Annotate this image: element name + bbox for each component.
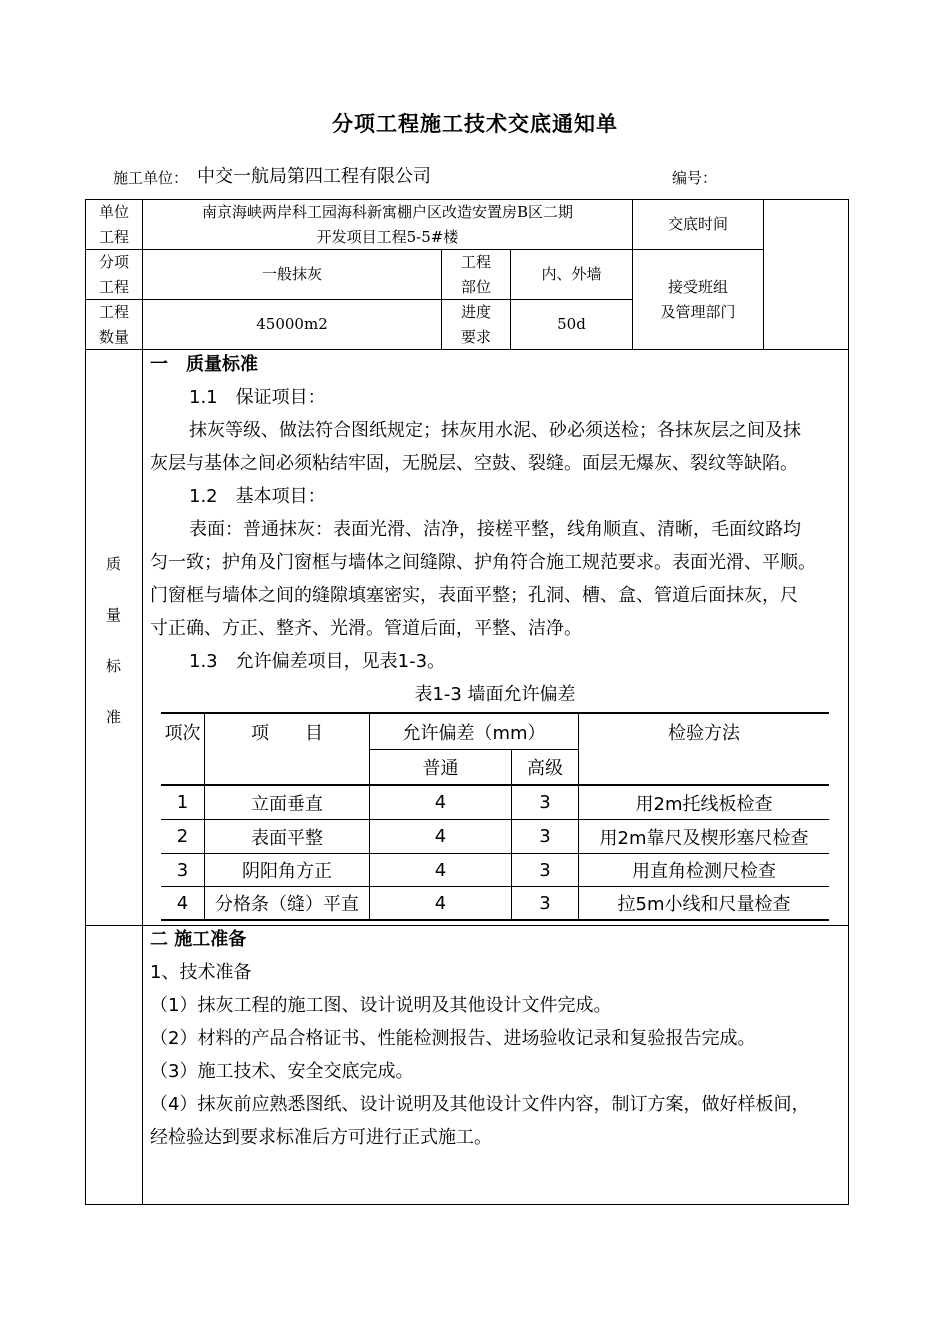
table-cell-normal: 4: [434, 826, 447, 847]
unit-label: 施工单位：: [113, 169, 189, 187]
table-cell-item: 分格条（缝）平直: [215, 894, 359, 915]
prep-item: （2）材料的产品合格证书、性能检测报告、进场验收记录和复验报告完成。: [150, 1028, 756, 1049]
prep-item: （1）抹灰工程的施工图、设计说明及其他设计文件完成。: [150, 995, 612, 1016]
table-cell-normal: 4: [434, 859, 447, 881]
unit-project-label: 单位 工程: [98, 202, 129, 246]
sub-project-value: 一般抹灰: [261, 265, 322, 283]
s13-title: 1.3 允许偏差项目，见表1-3。: [189, 651, 446, 672]
table-cell-item: 立面垂直: [251, 793, 323, 815]
unit-name: 中交一航局第四工程有限公司: [197, 166, 431, 187]
side-label-char: 质: [105, 555, 121, 573]
side-label-char: 标: [105, 657, 121, 675]
table-header-method: 检验方法: [668, 722, 740, 744]
table-cell-method: 用2m靠尺及楔形塞尺检查: [599, 827, 809, 849]
table-cell-high: 3: [539, 859, 551, 881]
table-cell-no: 4: [176, 892, 189, 914]
progress-label: 进度 要求: [460, 302, 491, 346]
table-cell-item: 阴阳角方正: [242, 861, 332, 882]
prep-item: 经检验达到要求标准后方可进行正式施工。: [150, 1127, 492, 1148]
table-cell-item: 表面平整: [251, 827, 323, 849]
table-cell-high: 3: [539, 792, 551, 813]
prep-item: （3）施工技术、安全交底完成。: [150, 1061, 414, 1082]
handover-time-label: 交底时间: [667, 215, 728, 233]
handover-time-value: [764, 200, 848, 249]
table-caption: 表1-3 墙面允许偏差: [414, 684, 576, 705]
table-header-normal: 普通: [422, 758, 459, 779]
table-header-allowed: 允许偏差（mm）: [402, 722, 546, 744]
quantity-value: 45000m2: [256, 315, 328, 333]
prep-heading: 二 施工准备: [150, 929, 247, 950]
table-cell-method: 拉5m小线和尺量检查: [617, 894, 791, 915]
table-header-item: 项 目: [251, 722, 323, 744]
paragraph-line: 匀一致；护角及门窗框与墙体之间缝隙、护角符合施工规范要求。表面光滑、平顺。: [150, 552, 816, 573]
paragraph-line: 抹灰等级、做法符合图纸规定；抹灰用水泥、砂必须送检；各抹灰层之间及抹: [189, 420, 801, 441]
s11-title: 1.1 保证项目：: [189, 387, 326, 408]
table-header-high: 高级: [527, 758, 563, 779]
table-cell-no: 2: [176, 826, 189, 847]
table-cell-method: 用2m托线板检查: [635, 793, 773, 815]
table-cell-no: 3: [176, 859, 189, 881]
serial-label: 编号：: [672, 169, 718, 187]
paragraph-line: 寸正确、方正、整齐、光滑。管道后面，平整、洁净。: [150, 618, 582, 639]
prep-item: （4）抹灰前应熟悉图纸、设计说明及其他设计文件内容，制订方案，做好样板间，: [150, 1094, 810, 1115]
paragraph-line: 表面：普通抹灰：表面光滑、洁净，接槎平整，线角顺直、清晰，毛面纹路均: [189, 519, 801, 540]
receiver-label: 接受班组 及管理部门: [660, 277, 736, 321]
location-value: 内、外墙: [541, 265, 602, 283]
prep-subheading: 1、技术准备: [150, 962, 252, 983]
page-title: 分项工程施工技术交底通知单: [332, 111, 618, 136]
side-label-char: 量: [105, 606, 121, 624]
sub-project-label: 分项 工程: [98, 252, 129, 296]
s12-title: 1.2 基本项目：: [189, 486, 326, 507]
unit-project-value: 南京海峡两岸科工园海科新寓棚户区改造安置房B区二期 开发项目工程5-5#楼: [201, 202, 574, 246]
progress-value: 50d: [557, 315, 586, 333]
quantity-label: 工程 数量: [98, 302, 129, 346]
side-label-char: 准: [105, 708, 121, 726]
paragraph-line: 灰层与基体之间必须粘结牢固，无脱层、空鼓、裂缝。面层无爆灰、裂纹等缺陷。: [150, 453, 798, 474]
table-cell-method: 用直角检测尺检查: [632, 861, 776, 882]
paragraph-line: 门窗框与墙体之间的缝隙填塞密实，表面平整；孔洞、槽、盒、管道后面抹灰，尺: [150, 585, 798, 606]
table-header-no: 项次: [164, 722, 201, 744]
table-cell-high: 3: [539, 826, 551, 847]
table-cell-normal: 4: [434, 792, 447, 813]
table-cell-normal: 4: [434, 892, 447, 914]
table-cell-high: 3: [539, 892, 551, 914]
table-cell-no: 1: [176, 792, 189, 813]
quality-heading: 一 质量标准: [150, 354, 258, 375]
location-label: 工程 部位: [460, 252, 491, 296]
